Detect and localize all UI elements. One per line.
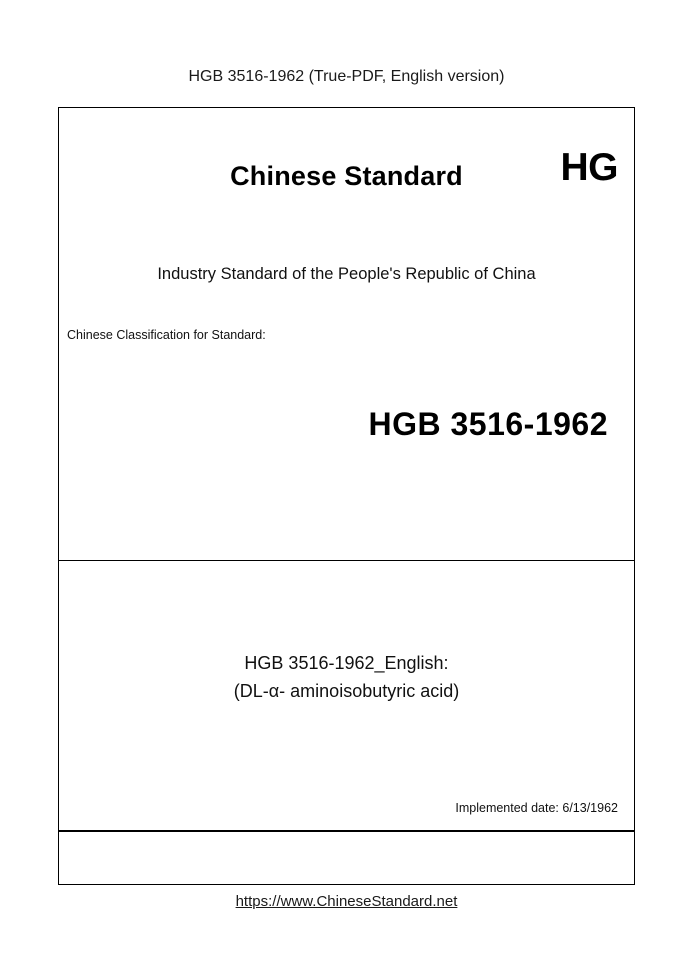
cover-bottom-bar bbox=[59, 830, 634, 884]
page-title: Chinese Standard bbox=[230, 161, 463, 191]
standard-number: HGB 3516-1962 bbox=[368, 406, 608, 442]
english-title-line-2: (DL-α- aminoisobutyric acid) bbox=[233, 681, 460, 701]
footer-website-link[interactable]: https://www.ChineseStandard.net bbox=[235, 893, 458, 910]
english-title-block bbox=[59, 649, 634, 705]
document-header-caption: HGB 3516-1962 (True-PDF, English version) bbox=[188, 68, 505, 85]
cover-subtitle: Industry Standard of the People's Republic of China bbox=[157, 265, 536, 283]
cover-frame bbox=[58, 107, 635, 885]
english-title-line-1: HGB 3516-1962_English: bbox=[244, 653, 449, 673]
cover-upper-panel bbox=[59, 108, 634, 561]
implemented-date: Implemented date: 6/13/1962 bbox=[455, 801, 618, 815]
classification-label: Chinese Classification for Standard: bbox=[67, 328, 266, 342]
cover-lower-panel bbox=[59, 562, 634, 832]
hg-logo-mark: HG bbox=[560, 146, 618, 189]
